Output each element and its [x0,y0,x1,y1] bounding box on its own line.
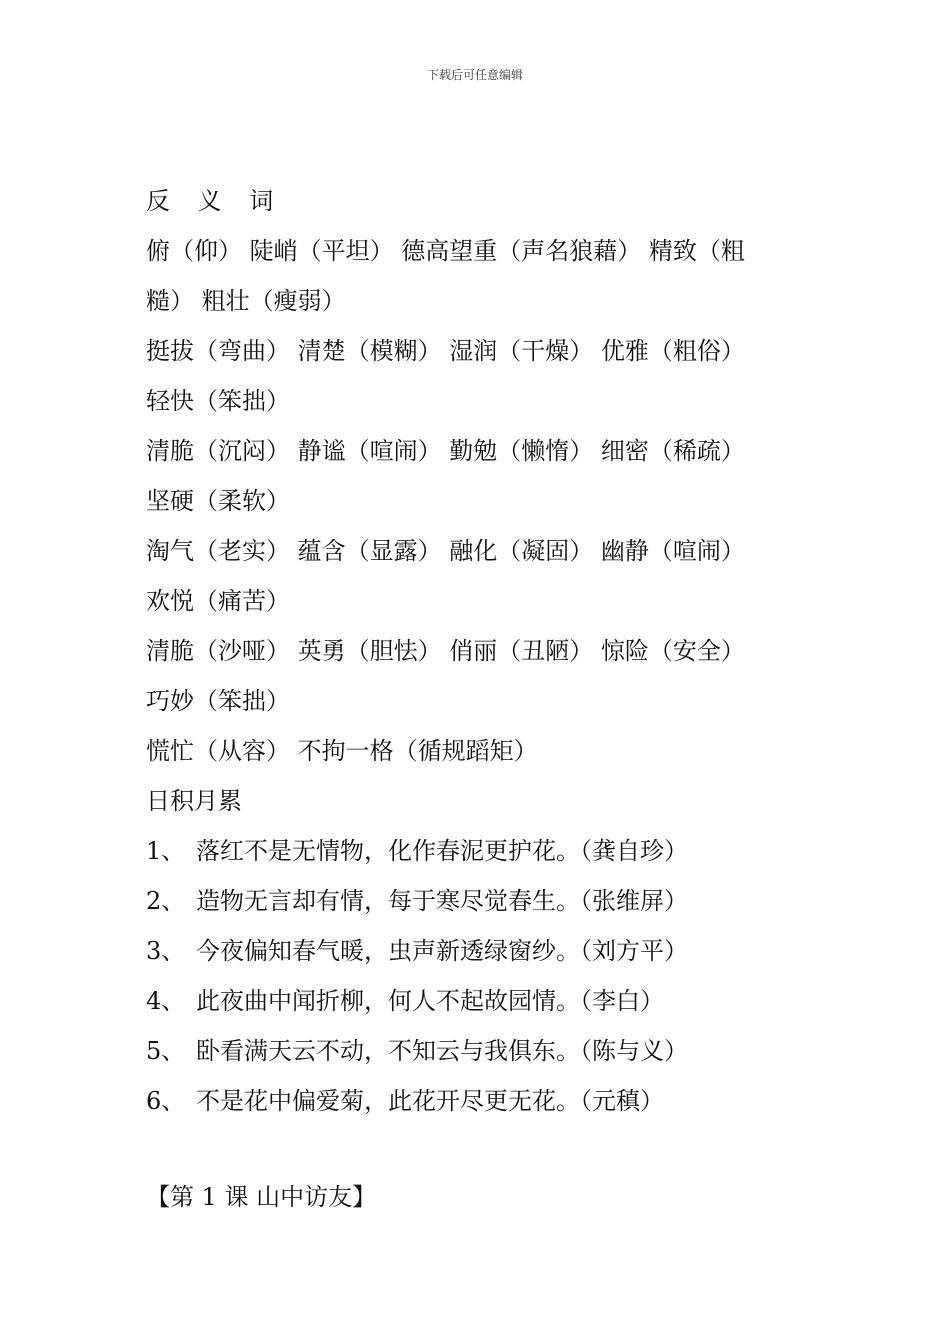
antonym-line: 清脆（沉闷） 静谧（喧闹） 勤勉（懒惰） 细密（稀疏） [146,437,745,465]
poem-text: 此夜曲中闻折柳，何人不起故园情。（李白） [196,987,664,1015]
poem-number: 6、 [146,1087,186,1115]
accumulation-heading: 日积月累 [146,787,242,815]
poem-text: 落红不是无情物，化作春泥更护花。（龚自珍） [196,837,688,865]
poem-line [146,826,816,876]
antonym-line: 俯（仰） 陡峭（平坦） 德高望重（声名狼藉） 精致（粗 [146,237,745,265]
antonym-line: 巧妙（笨拙） [146,687,290,715]
antonyms-heading: 反 义 词 [146,187,284,215]
poem-line [146,1076,816,1126]
poem-text: 不是花中偏爱菊，此花开尽更无花。（元稹） [196,1087,664,1115]
antonym-line: 轻快（笨拙） [146,387,290,415]
poem-number: 3、 [146,937,186,965]
antonym-line: 坚硬（柔软） [146,487,290,515]
antonym-line: 挺拔（弯曲） 清楚（模糊） 湿润（干燥） 优雅（粗俗） [146,337,745,365]
poem-line [146,1026,816,1076]
antonym-line: 欢悦（痛苦） [146,587,290,615]
poem-line [146,876,816,926]
document-body [146,176,816,1126]
page-header-note: 下载后可任意编辑 [426,68,523,82]
poem-number: 2、 [146,887,186,915]
antonym-line: 糙） 粗壮（瘦弱） [146,287,346,315]
antonym-line: 慌忙（从容） 不拘一格（循规蹈矩） [146,737,538,765]
poem-text: 卧看满天云不动，不知云与我俱东。（陈与义） [196,1037,688,1065]
poem-text: 造物无言却有情，每于寒尽觉春生。（张维屏） [196,887,688,915]
poem-number: 5、 [146,1037,186,1065]
antonym-line: 淘气（老实） 蕴含（显露） 融化（凝固） 幽静（喧闹） [146,537,745,565]
poem-number: 1、 [146,837,186,865]
poem-line [146,926,816,976]
poem-text: 今夜偏知春气暖，虫声新透绿窗纱。（刘方平） [196,937,688,965]
poem-number: 4、 [146,987,186,1015]
lesson-title: 【第 1 课 山中访友】 [146,1183,377,1211]
antonym-line: 清脆（沙哑） 英勇（胆怯） 俏丽（丑陋） 惊险（安全） [146,637,745,665]
poem-line [146,976,816,1026]
